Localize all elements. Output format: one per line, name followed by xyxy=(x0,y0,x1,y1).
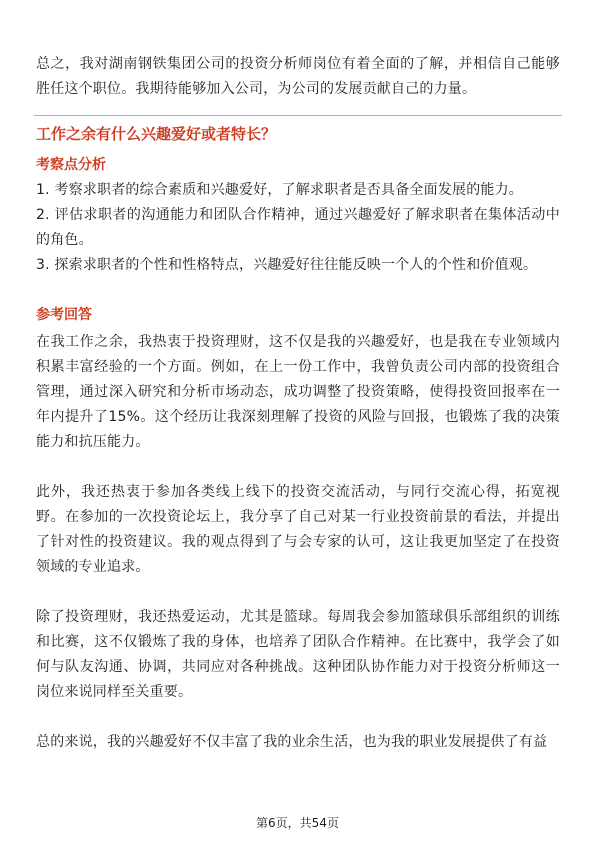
list-item: 1. 考察求职者的综合素质和兴趣爱好，了解求职者是否具备全面发展的能力。 xyxy=(36,182,524,198)
answer-heading: 参考回答 xyxy=(36,307,92,323)
section-divider xyxy=(34,115,562,116)
answer-paragraph: 此外，我还热衷于参加各类线上线下的投资交流活动，与同行交流心得，拓宽视野。在参加的一次投资论坛上，我分享了自己对某一行业投资前景的看法，并提出了针对性的投资建议。我的观点得到了与会专家的认可，这让我更加坚定了在投资领域的专业追求。 xyxy=(36,484,560,575)
question-heading: 工作之余有什么兴趣爱好或者特长？ xyxy=(36,125,277,143)
intro-paragraph: 总之，我对湖南钢铁集团公司的投资分析师岗位有着全面的了解，并相信自己能够胜任这个职位。我期待能够加入公司，为公司的发展贡献自己的力量。 xyxy=(36,56,560,97)
analysis-heading: 考察点分析 xyxy=(36,157,106,173)
answer-paragraph: 除了投资理财，我还热爱运动，尤其是篮球。每周我会参加篮球俱乐部组织的训练和比赛，这不仅锻炼了我的身体，也培养了团队合作精神。在比赛中，我学会了如何与队友沟通、协调，共同应对各种挑战。这种团队协作能力对于投资分析师这一岗位来说同样至关重要。 xyxy=(36,609,560,700)
answer-paragraph: 在我工作之余，我热衷于投资理财，这不仅是我的兴趣爱好，也是我在专业领域内积累丰富经验的一个方面。例如，在上一份工作中，我曾负责公司内部的投资组合管理，通过深入研究和分析市场动态，成功调整了投资策略，使得投资回报率在一年内提升了15%。这个经历让我深刻理解了投资的风险与回报，也锻炼了我的决策能力和抗压能力。 xyxy=(36,334,560,450)
list-item: 2. 评估求职者的沟通能力和团队合作精神，通过兴趣爱好了解求职者在集体活动中的角色。 xyxy=(36,207,560,248)
analysis-list xyxy=(36,178,560,278)
answer-body xyxy=(36,330,560,780)
list-item: 3. 探索求职者的个性和性格特点，兴趣爱好往往能反映一个人的个性和价值观。 xyxy=(36,257,538,273)
page-number: 第6页，共54页 xyxy=(256,816,339,830)
answer-paragraph: 总的来说，我的兴趣爱好不仅丰富了我的业余生活，也为我的职业发展提供了有益 xyxy=(36,734,548,750)
